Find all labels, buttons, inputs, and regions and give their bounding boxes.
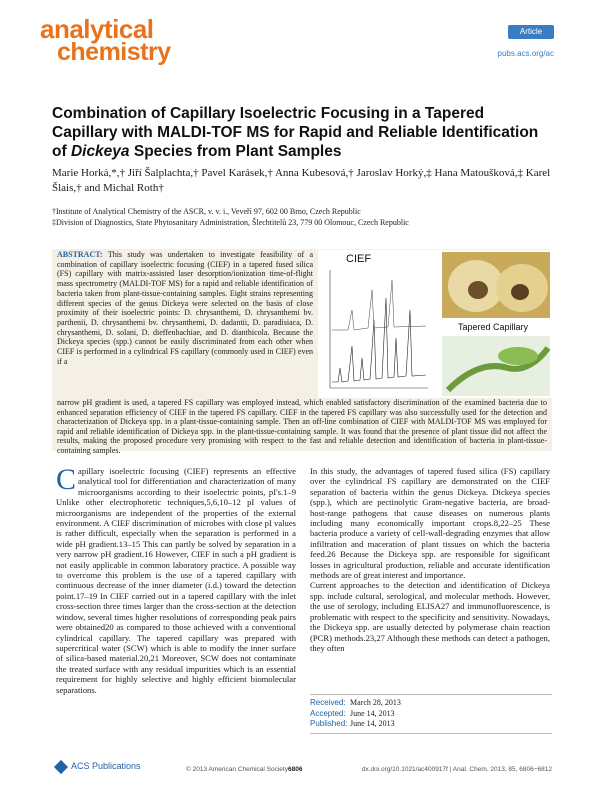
body-column-right: In this study, the advantages of tapered fused silica (FS) capillary over the cylindrical FS capillary are demonstrated on the CIEF separation of bacteria within the genus Dickeya. Dickeya species (spp.), which are pectinolytic Gram-negative bacteria, are broad-host-range pathogens that cause diseases on numerous plants including many economically important crops.8,22–25 These bacteria produce a variety of cell-wall-degrading enzymes that allow infiltration and maceration of plant tissues on which the bacteria feed.26 Because the Dickeya spp. are responsible for significant losses in agricultural production, reliable and accurate identification methods are of great interest and importance. Current approaches to the detection and identification of Dickeya spp. include cultural, serological, and molecular methods. However, the use of serology, including ELISA27 and immunofluorescence, is problematic with respect to the specificity and sensitivity. Nowadays, the Dickeya spp. are usually detected by polymerase chain reaction (PCR) methods.23,27 Although these methods can detect a pathogen, they often <box>310 466 550 653</box>
dates-rule-top <box>310 694 552 695</box>
body-column-left <box>56 463 296 695</box>
title-italic: Dickeya <box>70 143 130 160</box>
journal-url-link[interactable]: pubs.acs.org/ac <box>497 49 554 58</box>
publisher-name: ACS Publications <box>71 761 141 771</box>
accepted-label: Accepted: <box>310 708 346 718</box>
publisher-logo <box>56 761 141 772</box>
received-label: Received: <box>310 698 346 707</box>
abstract-text1: This study was undertaken to investigate feasibility of a combination of capillary isoelectric focusing (CIEF) in a tapered fused silica (FS) capillary with matrix-assisted laser desorption/ionization time-of-flight mass spectrometry (MALDI-TOF MS) for a rapid and reliable identification of bacteria taken from plant-tissue-containing samples. Eight strains representing different species of the genus Dickeya were selected on the basis of close proximity of their isoelectric points: D. chrysanthemi, D. chrysanthemi bv. parthenii, D. chrysanthemi bv. chrysanthemi, D. dadantii, D. paradisiaca, D. chrysanthemi, D. solani, D. dieffenbachiae, and D. dianthicola. Because the Dickeya species (spp.) cannot be easily discriminated from each other when CIEF is performed in a cylindrical FS capillary (commonly used in CIEF) even if a <box>57 250 313 366</box>
body-left-text: apillary isoelectric focusing (CIEF) represents an effective analytical tool for differentiation and characterization of many microorganisms according to their isoelectric points, pI's.1–9 Unlike other electrophoretic techniques,5,6,10–12 pI values of microorganisms are independent of the properties of the external environment. A CIEF discrimination of microbes with close pI values is rather difficult, especially when the separation is performed in a wide pH gradient.13–15 This can partly be solved by separation in a very narrow pH gradient.16 However, CIEF in such a pH gradient is not easily applicable in common laboratory practice. A possible way to overcome this problem is the use of a tapered capillary with continuous decrease of the inner diameter (i.d.) toward the detection point.17–19 In CIEF carried out in a tapered capillary with the inlet cross-section three times larger than the cross-section at the detection window, several times higher resolutions of corresponding peak pairs were obtained20 as compared to those achieved with a conventional cylindrical capillary. The tapered capillary was prepared with supercritical water (SCW) which is able to modify the inner surface of silica-based material.20,21 Moreover, SCW does not contaminate the treated surface with any residual impurities which is an essential requirement for highly selective and highly efficient biomolecular separations. <box>56 466 296 695</box>
dates-block <box>310 698 552 730</box>
date-published <box>310 719 552 730</box>
dropcap: C <box>56 463 77 496</box>
published-date: June 14, 2013 <box>350 719 395 728</box>
doi-citation[interactable]: dx.doi.org/10.1021/ac400917f | Anal. Chem. 2013, 85, 6806−6812 <box>361 766 552 773</box>
received-date: March 28, 2013 <box>350 698 401 707</box>
title-main: Combination of Capillary Isoelectric Focusing in a Tapered Capillary with MALDI-TOF MS for Rapid and Reliable Identification of <box>52 105 539 160</box>
abstract-graphic <box>318 250 552 398</box>
date-accepted <box>310 709 552 720</box>
affiliation-1: †Institute of Analytical Chemistry of the ASCR, v. v. i., Veveří 97, 602 00 Brno, Czech Republic <box>52 207 361 216</box>
journal-logo-line2: chemistry <box>57 38 171 66</box>
article-type-badge: Article <box>508 25 554 39</box>
acs-icon <box>54 760 68 774</box>
abstract-part2: narrow pH gradient is used, a tapered FS capillary was employed instead, which enabled satisfactory discrimination of the examined bacteria due to enhanced separation efficiency of CIEF in the tapered FS capillary. CIEF in the tapered FS capillary was also successfully used for the detection and characterization of Dickeya spp. in a plant-tissue-containing sample. Then an off-line combination of CIEF with MALDI-TOF MS was employed for rapid and reliable identification of Dickeya spp. in the plant-tissue-containing sample. It was found that the presence of plant tissue did not affect the results, making the proposed procedure very promising with respect to the fast and reliable detection and identification of bacteria in plant-tissue-containing samples. <box>57 398 547 455</box>
graphic-leaf <box>498 347 538 365</box>
journal-logo-line1: analytical <box>40 14 154 44</box>
affiliation-2: ‡Division of Diagnostics, State Phytosanitary Administration, Šlechtitelů 23, 779 00 Olomouc, Czech Republic <box>52 218 409 227</box>
copyright: © 2013 American Chemical Society <box>186 766 288 773</box>
accepted-date: June 14, 2013 <box>350 708 395 718</box>
abstract-label: ABSTRACT: <box>57 250 103 259</box>
dates-rule-bottom <box>310 733 552 734</box>
graphic-ciéf-label: CIEF <box>346 253 372 265</box>
published-label: Published: <box>310 719 348 728</box>
graphic-rot-spot-right <box>511 284 529 300</box>
abstract-part1 <box>57 250 313 366</box>
page-number: 6806 <box>288 766 303 773</box>
author-list: Marie Horká,*,† Jiří Šalplachta,† Pavel Karásek,† Anna Kubesová,† Jaroslav Horký,‡ Hana Matoušková,‡ Karel Šlais,† and Michal Roth† <box>52 167 551 194</box>
title-end: Species from Plant Samples <box>129 143 342 160</box>
date-received <box>310 698 552 709</box>
affiliations <box>52 206 552 228</box>
article-title <box>52 104 552 161</box>
graphic-rot-spot-left <box>468 281 488 299</box>
graphic-tapered-label: Tapered Capillary <box>458 322 529 332</box>
